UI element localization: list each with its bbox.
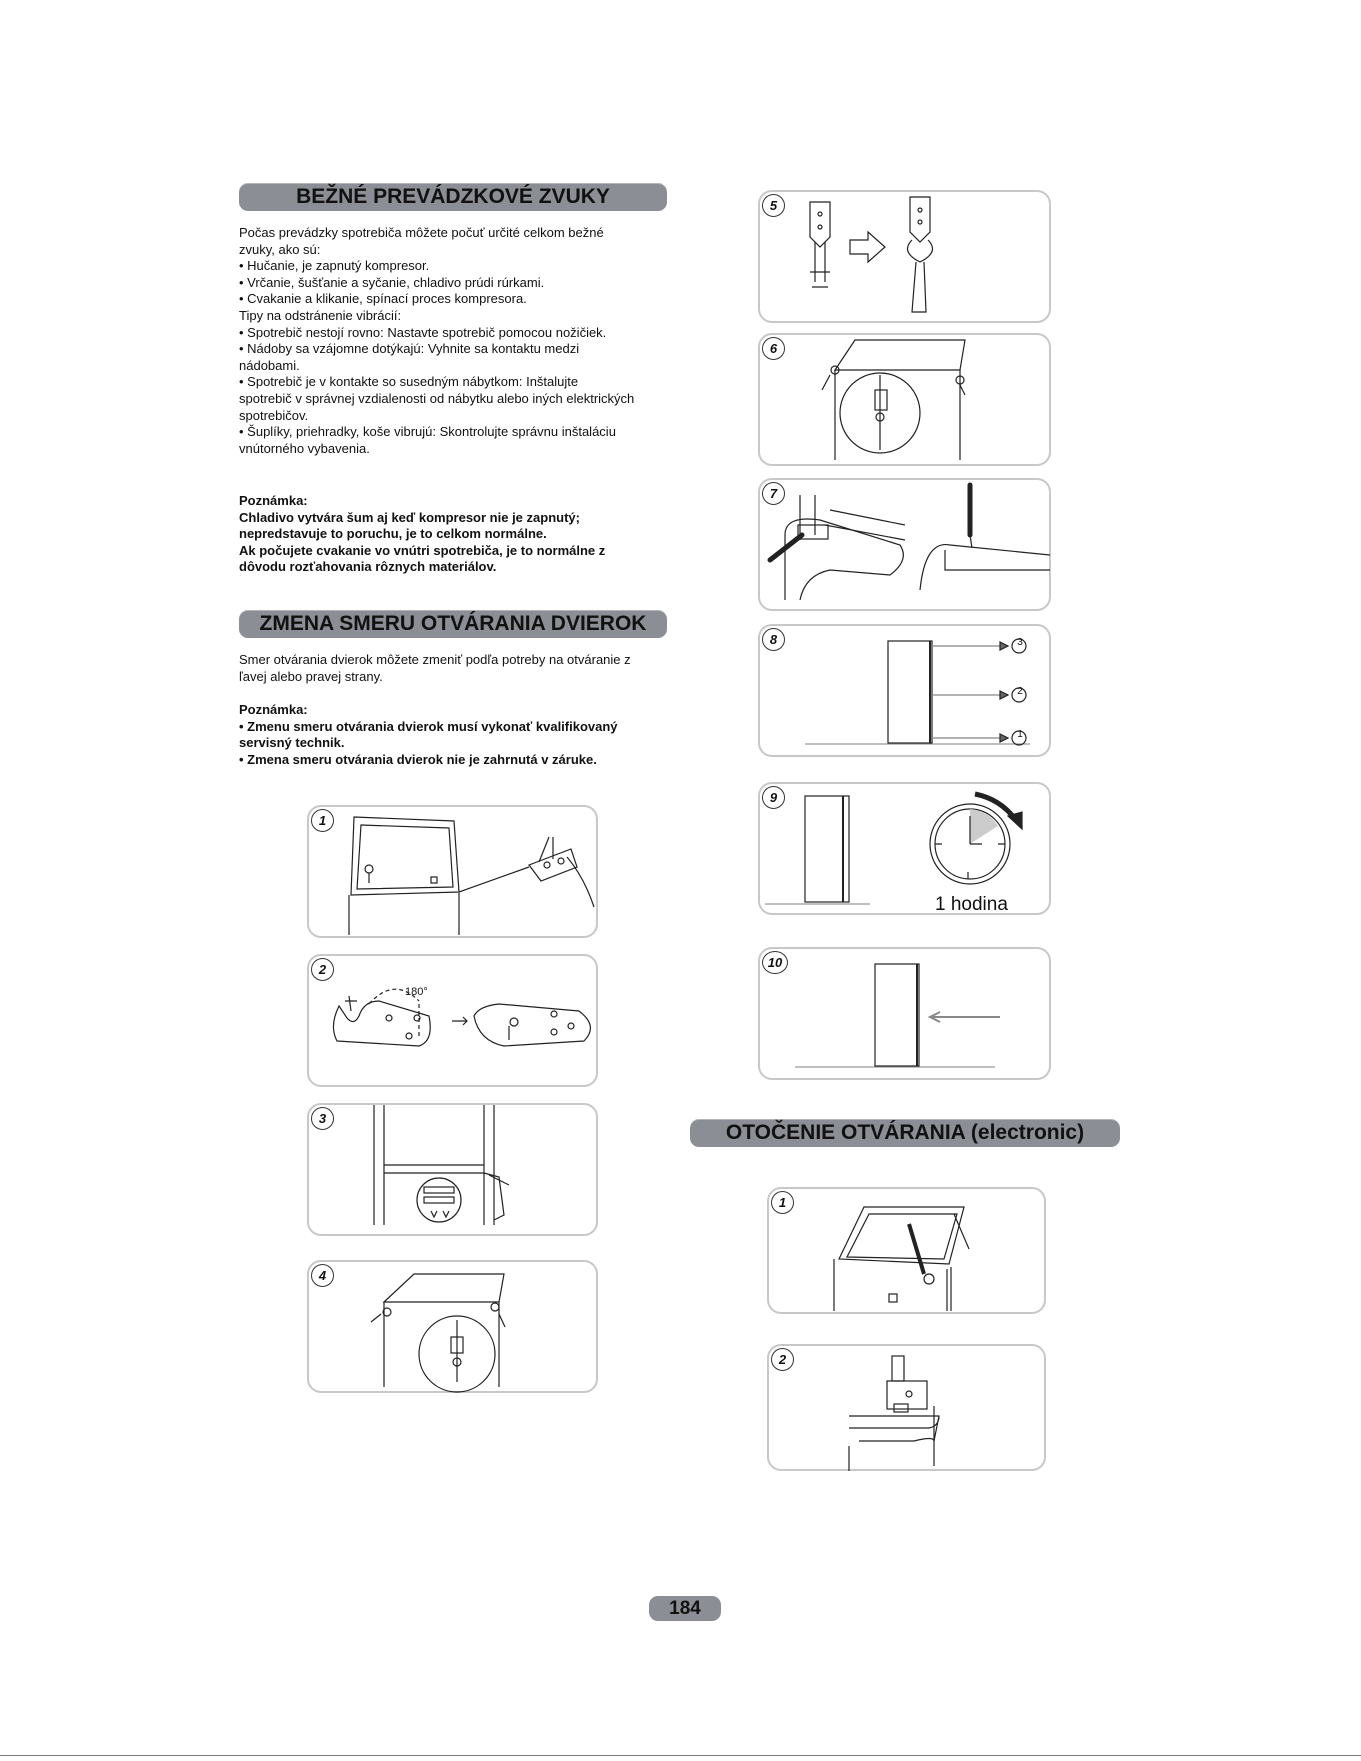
marker-1: 1: [1017, 729, 1023, 740]
text-line: Počas prevádzky spotrebiča môžete počuť určité celkom bežné: [239, 225, 604, 240]
note-title: Poznámka:: [239, 702, 308, 717]
step-6-panel: [758, 333, 1051, 466]
note-line: Ak počujete cvakanie vo vnútri spotrebiča, je to normálne z: [239, 542, 606, 558]
section-title-door-reversal: ZMENA SMERU OTVÁRANIA DVIEROK: [239, 610, 667, 638]
attach-handle-illustration: [760, 480, 1053, 613]
text-line: spotrebičov.: [239, 407, 309, 423]
text-line: vnútorného vybavenia.: [239, 440, 370, 456]
step-number: 2: [771, 1348, 794, 1371]
step-4-panel: [307, 1260, 598, 1393]
hinge-rotate-illustration: [309, 956, 600, 1089]
electronic-step-2-panel: [767, 1344, 1046, 1471]
text-line: • Hučanie, je zapnutý kompresor.: [239, 258, 430, 274]
step-number: 5: [762, 194, 785, 217]
electronic-remove-cover-illustration: [769, 1189, 1048, 1316]
door-order-illustration: [760, 626, 1053, 759]
text-line: zvuky, ako sú:: [239, 241, 321, 257]
page-bottom-rule: [0, 1755, 1361, 1756]
step-number: 4: [311, 1264, 334, 1287]
text-line: nádobami.: [239, 357, 300, 373]
section-title-electronic-reversal: OTOČENIE OTVÁRANIA (electronic): [690, 1119, 1120, 1147]
normal-sounds-note: [239, 493, 669, 576]
step-10-panel: [758, 947, 1051, 1080]
step-number: 7: [762, 482, 785, 505]
marker-3: 3: [1017, 637, 1023, 648]
step-3-panel: [307, 1103, 598, 1236]
note-title: Poznámka:: [239, 493, 308, 508]
note-line: nepredstavuje to poruchu, je to celkom normálne.: [239, 526, 547, 542]
wait-time-label: 1 hodina: [935, 894, 1008, 915]
note-line: • Zmenu smeru otvárania dvierok musí vykonať kvalifikovaný: [239, 718, 618, 734]
step-8-panel: [758, 624, 1051, 757]
step-9-panel: [758, 782, 1051, 915]
step-number: 6: [762, 337, 785, 360]
door-reversal-note: [239, 702, 679, 768]
text-line: • Spotrebič je v kontakte so susedným nábytkom: Inštalujte: [239, 374, 579, 390]
step-number: 3: [311, 1107, 334, 1130]
normal-sounds-text: [239, 225, 669, 457]
step-7-panel: [758, 478, 1051, 611]
text-line: • Spotrebič nestojí rovno: Nastavte spotrebič pomocou nožičiek.: [239, 324, 607, 340]
marker-2: 2: [1017, 686, 1023, 697]
step-number: 1: [311, 809, 334, 832]
text-line: • Cvakanie a klikanie, spínací proces kompresora.: [239, 291, 527, 307]
electronic-step-1-panel: [767, 1187, 1046, 1314]
step-number: 1: [771, 1191, 794, 1214]
door-reversal-text: [239, 652, 679, 685]
note-line: dôvodu rozťahovania rôznych materiálov.: [239, 559, 497, 575]
text-line: • Vrčanie, šušťanie a syčanie, chladivo prúdi rúrkami.: [239, 274, 545, 290]
step-number: 8: [762, 628, 785, 651]
rotation-angle-label: 180°: [405, 986, 428, 998]
step-number: 9: [762, 786, 785, 809]
step-number: 10: [762, 951, 788, 974]
remove-door-illustration: [309, 1105, 600, 1238]
step-5-panel: [758, 190, 1051, 323]
electronic-hinge-detail-illustration: [769, 1346, 1048, 1473]
text-line: Smer otvárania dvierok môžete zmeniť podľa potreby na otváranie z: [239, 652, 631, 667]
step-1-panel: [307, 805, 598, 938]
note-line: • Zmena smeru otvárania dvierok nie je zahrnutá v záruke.: [239, 751, 597, 767]
text-line: ľavej alebo pravej strany.: [239, 668, 383, 684]
step-2-panel: [307, 954, 598, 1087]
page-number-badge: 184: [649, 1596, 721, 1621]
hinge-pin-swap-illustration: [760, 192, 1053, 325]
text-line: Tipy na odstránenie vibrácií:: [239, 307, 402, 323]
wait-one-hour-illustration: [760, 784, 1053, 917]
note-line: Chladivo vytvára šum aj keď kompresor nie je zapnutý;: [239, 509, 580, 525]
note-line: servisný technik.: [239, 735, 345, 751]
remove-hinge-illustration: [309, 1262, 600, 1395]
step-number: 2: [311, 958, 334, 981]
refit-hinge-illustration: [760, 335, 1053, 468]
push-door-illustration: [760, 949, 1053, 1082]
text-line: • Šuplíky, priehradky, koše vibrujú: Skontrolujte správnu inštaláciu: [239, 424, 616, 440]
remove-top-cover-illustration: [309, 807, 600, 940]
section-title-normal-sounds: BEŽNÉ PREVÁDZKOVÉ ZVUKY: [239, 183, 667, 211]
text-line: • Nádoby sa vzájomne dotýkajú: Vyhnite sa kontaktu medzi: [239, 341, 580, 357]
text-line: spotrebič v správnej vzdialenosti od nábytku alebo iných elektrických: [239, 390, 635, 406]
